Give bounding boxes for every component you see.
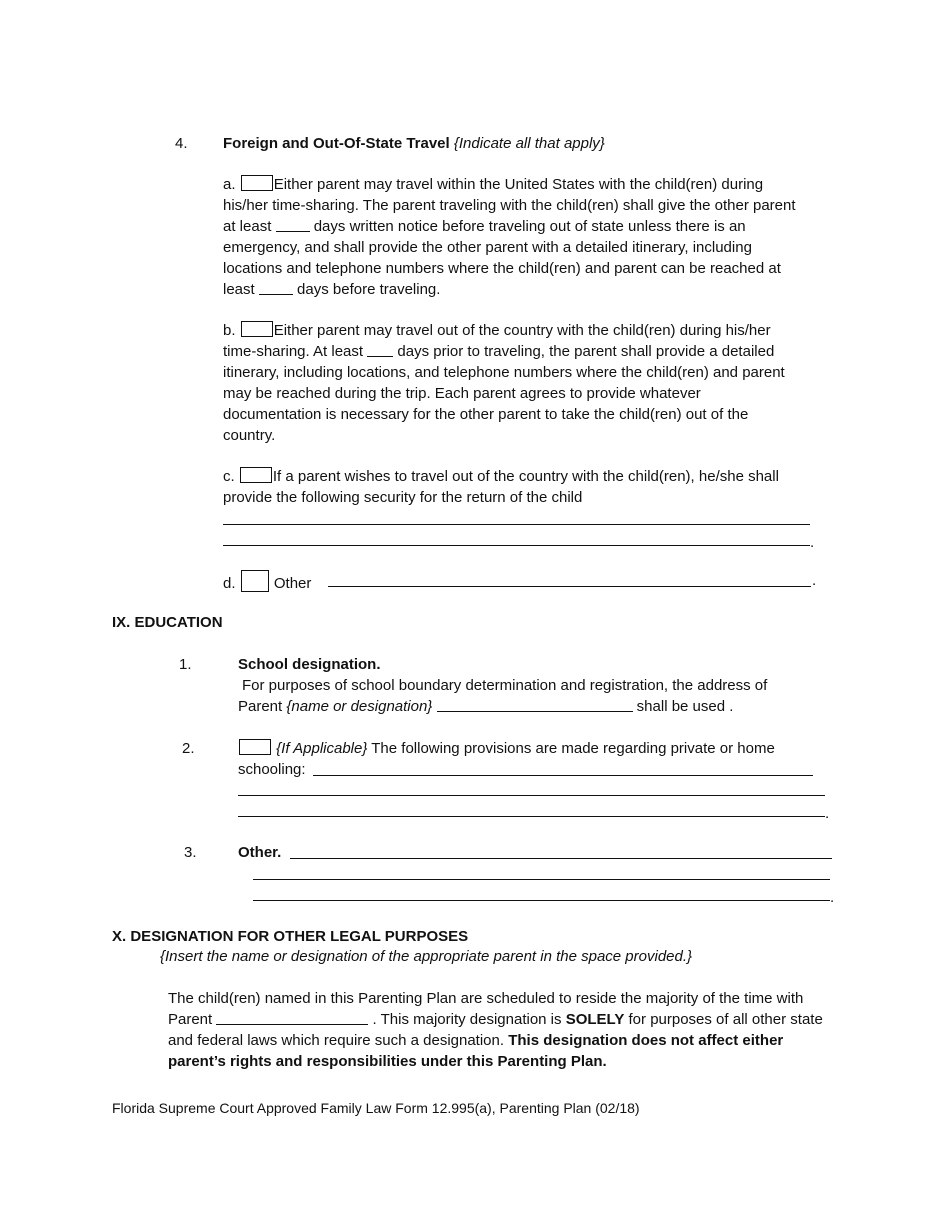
school-parent-field[interactable] <box>437 697 633 712</box>
education-other-field-line-2[interactable] <box>253 879 830 880</box>
if-applicable-hint: {If Applicable} <box>276 740 368 757</box>
designation-heading <box>112 926 468 947</box>
majority-parent-field[interactable] <box>216 1010 368 1025</box>
option-b-line-6: country. <box>223 427 276 444</box>
designation-text-2b: . This majority designation is <box>372 1011 562 1028</box>
schooling-field-line-2[interactable] <box>238 795 825 796</box>
option-b-line-5: documentation is necessary for the other parent to take the child(ren) out of the <box>223 406 749 423</box>
option-b-checkbox[interactable] <box>241 321 273 337</box>
option-a-text-3a: at least <box>223 218 272 235</box>
option-a-letter: a. <box>223 176 236 193</box>
option-a-line-2: his/her time-sharing. The parent traveling with the child(ren) shall give the other parent <box>223 197 796 214</box>
option-b-line-1 <box>223 320 771 341</box>
education-item-2-line-2: schooling: <box>238 761 306 778</box>
education-item-1-number: 1. <box>179 656 192 673</box>
designation-heading-numeral: X <box>112 928 123 945</box>
designation-instruction: {Insert the name or designation of the appropriate parent in the space provided.} <box>160 948 693 965</box>
security-field-line-2[interactable] <box>223 545 810 546</box>
designation-line-2 <box>168 1009 823 1030</box>
section-4-number: 4. <box>175 135 188 152</box>
option-b-line-4: may be reached during the trip. Each parent agrees to provide whatever <box>223 385 701 402</box>
designation-heading-text: . DESIGNATION FOR OTHER LEGAL PURPOSES <box>122 928 469 945</box>
option-a-line-5: locations and telephone numbers where the child(ren) and parent can be reached at <box>223 260 781 277</box>
option-c-letter: c. <box>223 468 235 485</box>
schooling-field-line-1[interactable] <box>313 775 813 776</box>
option-a-line-4: emergency, and shall provide the other parent with a detailed itinerary, including <box>223 239 752 256</box>
designation-text-3b: This designation does not affect either <box>508 1032 784 1049</box>
schooling-field-line-3[interactable] <box>238 816 825 817</box>
section-4-instruction: {Indicate all that apply} <box>453 135 605 152</box>
option-c-text-1: If a parent wishes to travel out of the country with the child(ren), he/she shall <box>272 468 779 485</box>
designation-text-2d: for purposes of all other state <box>628 1011 823 1028</box>
designation-line-1: The child(ren) named in this Parenting Plan are scheduled to reside the majority of the time with <box>168 990 804 1007</box>
option-a-line-1 <box>223 174 763 195</box>
option-a-text-6a: least <box>223 281 255 298</box>
designation-line-3 <box>168 1030 783 1051</box>
education-item-2-text: The following provisions are made regarding private or home <box>371 740 775 757</box>
option-b-line-2 <box>223 341 774 362</box>
page-footer: Florida Supreme Court Approved Family Law Form 12.995(a), Parenting Plan (02/18) <box>112 1100 640 1116</box>
school-designation-title: School designation. <box>238 656 381 673</box>
option-d-checkbox[interactable] <box>241 570 269 592</box>
period: . <box>812 572 817 589</box>
option-b-text-2a: time-sharing. At least <box>223 343 364 360</box>
prior-days-field[interactable] <box>367 342 393 357</box>
name-designation-hint: {name or designation} <box>286 698 433 715</box>
option-c-line-2: provide the following security for the return of the child <box>223 489 583 506</box>
option-b-line-3: itinerary, including locations, and telephone numbers where the child(ren) and parent <box>223 364 785 381</box>
school-designation-line-1: For purposes of school boundary determination and registration, the address of <box>242 677 768 694</box>
option-a-text-3b: days written notice before traveling out of state unless there is an <box>313 218 746 235</box>
section-4-title: Foreign and Out-Of-State Travel <box>223 135 450 152</box>
option-a-text-1: Either parent may travel within the United States with the child(ren) during <box>273 176 764 193</box>
school-designation-line-2 <box>238 696 733 717</box>
option-d-letter: d. <box>223 575 236 592</box>
option-a-line-3 <box>223 216 746 237</box>
option-c-checkbox[interactable] <box>240 467 272 483</box>
education-item-2-number: 2. <box>182 740 195 757</box>
period: . <box>830 889 835 906</box>
education-item-2-checkbox[interactable] <box>239 739 271 755</box>
designation-line-4: parent’s rights and responsibilities under this Parenting Plan. <box>168 1053 607 1070</box>
option-d-other-field[interactable] <box>328 586 811 587</box>
period: . <box>825 805 830 822</box>
notice-days-field[interactable] <box>276 217 310 232</box>
solely-emphasis: SOLELY <box>565 1011 625 1028</box>
option-d-line <box>223 570 311 594</box>
parent-label: Parent <box>168 1011 213 1028</box>
itinerary-days-field[interactable] <box>259 280 293 295</box>
education-other-field-line-1[interactable] <box>290 858 832 859</box>
school-designation-end: shall be used . <box>636 698 734 715</box>
option-a-checkbox[interactable] <box>241 175 273 191</box>
section-4-heading <box>223 133 605 154</box>
education-other-label: Other. <box>238 844 282 861</box>
education-item-3-number: 3. <box>184 844 197 861</box>
education-item-2-line-1 <box>238 738 775 759</box>
option-a-text-6b: days before traveling. <box>297 281 441 298</box>
security-field-line-1[interactable] <box>223 524 810 525</box>
option-a-line-6 <box>223 279 440 300</box>
parent-label: Parent <box>238 698 283 715</box>
option-b-text-1: Either parent may travel out of the country with the child(ren) during his/her <box>273 322 771 339</box>
period: . <box>810 534 815 551</box>
option-c-line-1 <box>223 466 779 487</box>
education-other-field-line-3[interactable] <box>253 900 830 901</box>
designation-text-3a: and federal laws which require such a designation. <box>168 1032 505 1049</box>
option-b-text-2b: days prior to traveling, the parent shall provide a detailed <box>397 343 775 360</box>
education-heading: IX. EDUCATION <box>112 614 223 631</box>
option-d-label: Other <box>273 575 312 592</box>
option-b-letter: b. <box>223 322 236 339</box>
